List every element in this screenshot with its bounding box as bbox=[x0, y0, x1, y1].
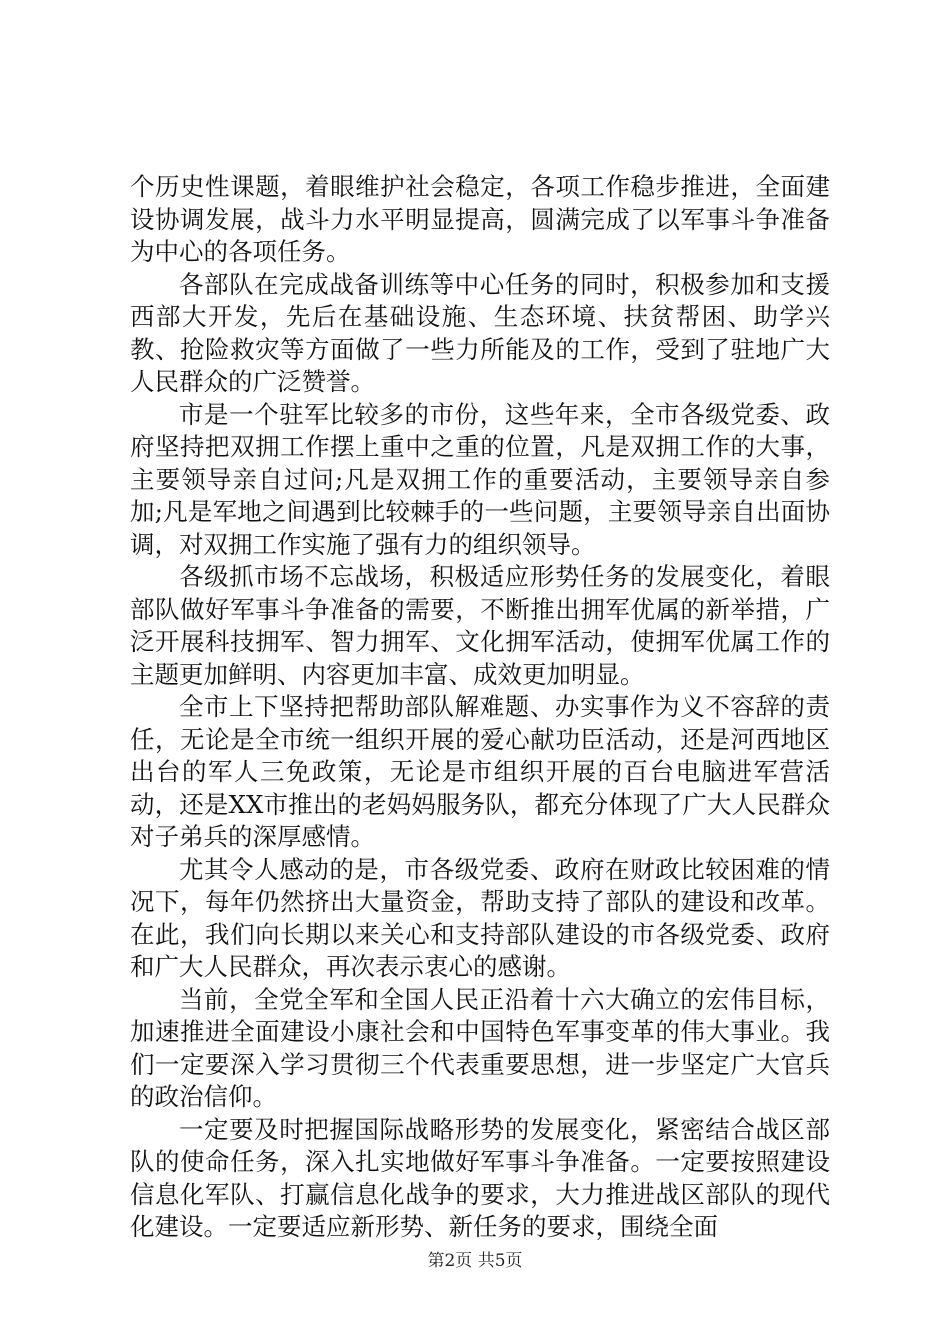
page-footer: 第2页 共5页 bbox=[427, 1251, 523, 1271]
paragraph-7: 当前，全党全军和全国人民正沿着十六大确立的宏伟目标，加速推进全面建设小康社会和中国特色军事变革的伟大事业。我们一定要深入学习贯彻三个代表重要思想，进一步坚定广大官兵的政治信仰。 bbox=[130, 984, 830, 1111]
paragraph-2: 各部队在完成战备训练等中心任务的同时，积极参加和支援西部大开发，先后在基础设施、生态环境、扶贫帮困、助学兴教、抢险救灾等方面做了一些力所能及的工作，受到了驻地广大人民群众的广泛赞誉。 bbox=[130, 269, 830, 396]
paragraph-5: 全市上下坚持把帮助部队解难题、办实事作为义不容辞的责任，无论是全市统一组织开展的爱心献功臣活动，还是河西地区出台的军人三免政策，无论是市组织开展的百台电脑进军营活动，还是XX市推出的老妈妈服务队，都充分体现了广大人民群众对子弟兵的深厚感情。 bbox=[130, 692, 830, 851]
paragraph-3: 市是一个驻军比较多的市份，这些年来，全市各级党委、政府坚持把双拥工作摆上重中之重的位置，凡是双拥工作的大事，主要领导亲自过问;凡是双拥工作的重要活动，主要领导亲自参加;凡是军地之间遇到比较棘手的一些问题，主要领导亲自出面协调，对双拥工作实施了强有力的组织领导。 bbox=[130, 399, 830, 559]
paragraph-8: 一定要及时把握国际战略形势的发展变化，紧密结合战区部队的使命任务，深入扎实地做好军事斗争准备。一定要按照建设信息化军队、打赢信息化战争的要求，大力推进战区部队的现代化建设。一定要适应新形势、新任务的要求，围绕全面 bbox=[130, 1114, 830, 1241]
paragraph-4: 各级抓市场不忘战场，积极适应形势任务的发展变化，着眼部队做好军事斗争准备的需要，不断推出拥军优属的新举措，广泛开展科技拥军、智力拥军、文化拥军活动，使拥军优属工作的主题更加鲜明、内容更加丰富、成效更加明显。 bbox=[130, 562, 830, 689]
paragraph-6: 尤其令人感动的是，市各级党委、政府在财政比较困难的情况下，每年仍然挤出大量资金，帮助支持了部队的建设和改革。在此，我们向长期以来关心和支持部队建设的市各级党委、政府和广大人民群众，再次表示衷心的感谢。 bbox=[130, 854, 830, 981]
paragraph-1: 个历史性课题，着眼维护社会稳定，各项工作稳步推进，全面建设协调发展，战斗力水平明显提高，圆满完成了以军事斗争准备为中心的各项任务。 bbox=[130, 172, 830, 266]
document-body bbox=[130, 171, 830, 1244]
